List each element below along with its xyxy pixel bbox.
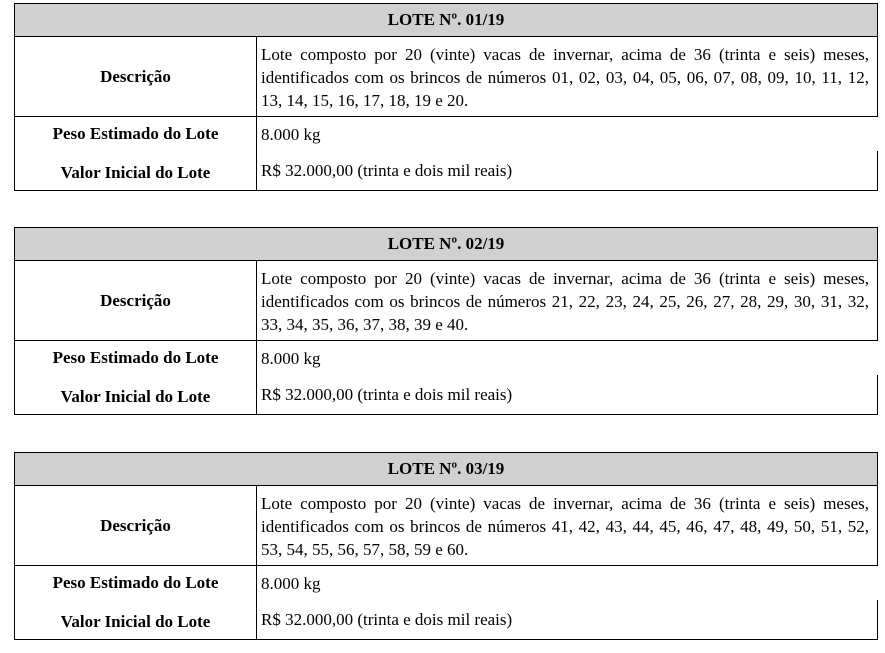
lote-title: LOTE Nº. 03/19	[14, 452, 878, 486]
valor-value: R$ 32.000,00 (trinta e dois mil reais)	[256, 375, 877, 414]
lote-table-02	[14, 227, 878, 415]
valor-row	[14, 375, 878, 415]
valor-value: R$ 32.000,00 (trinta e dois mil reais)	[256, 600, 877, 639]
lote-table-03	[14, 452, 878, 640]
valor-label: Valor Inicial do Lote	[60, 386, 211, 406]
peso-value: 8.000 kg	[256, 117, 878, 151]
descricao-label: Descrição	[100, 66, 171, 86]
lote-table-01	[14, 3, 878, 191]
descricao-label: Descrição	[100, 290, 171, 310]
descricao-row	[14, 37, 878, 117]
descricao-text: Lote composto por 20 (vinte) vacas de invernar, acima de 36 (trinta e seis) meses, identificados com os brincos de números 01, 02, 03, 04, 05, 06, 07, 08, 09, 10, 11, 12, 13, 14, 15, 16, 17, 18, 19 e 20.	[256, 37, 877, 116]
peso-row	[14, 117, 878, 151]
lote-title: LOTE Nº. 01/19	[14, 3, 878, 37]
valor-row	[14, 151, 878, 191]
peso-label: Peso Estimado do Lote	[52, 124, 219, 143]
descricao-row	[14, 261, 878, 341]
descricao-text: Lote composto por 20 (vinte) vacas de invernar, acima de 36 (trinta e seis) meses, identificados com os brincos de números 41, 42, 43, 44, 45, 46, 47, 48, 49, 50, 51, 52, 53, 54, 55, 56, 57, 58, 59 e 60.	[256, 486, 877, 565]
valor-row	[14, 600, 878, 640]
descricao-label: Descrição	[100, 515, 171, 535]
valor-value: R$ 32.000,00 (trinta e dois mil reais)	[256, 151, 877, 190]
peso-value: 8.000 kg	[256, 566, 878, 600]
peso-label: Peso Estimado do Lote	[52, 573, 219, 592]
peso-row	[14, 566, 878, 600]
descricao-text: Lote composto por 20 (vinte) vacas de invernar, acima de 36 (trinta e seis) meses, identificados com os brincos de números 21, 22, 23, 24, 25, 26, 27, 28, 29, 30, 31, 32, 33, 34, 35, 36, 37, 38, 39 e 40.	[256, 261, 877, 340]
valor-label: Valor Inicial do Lote	[60, 162, 211, 182]
valor-label: Valor Inicial do Lote	[60, 611, 211, 631]
peso-row	[14, 341, 878, 375]
peso-value: 8.000 kg	[256, 341, 878, 375]
lote-title: LOTE Nº. 02/19	[14, 227, 878, 261]
descricao-row	[14, 486, 878, 566]
peso-label: Peso Estimado do Lote	[52, 348, 219, 367]
